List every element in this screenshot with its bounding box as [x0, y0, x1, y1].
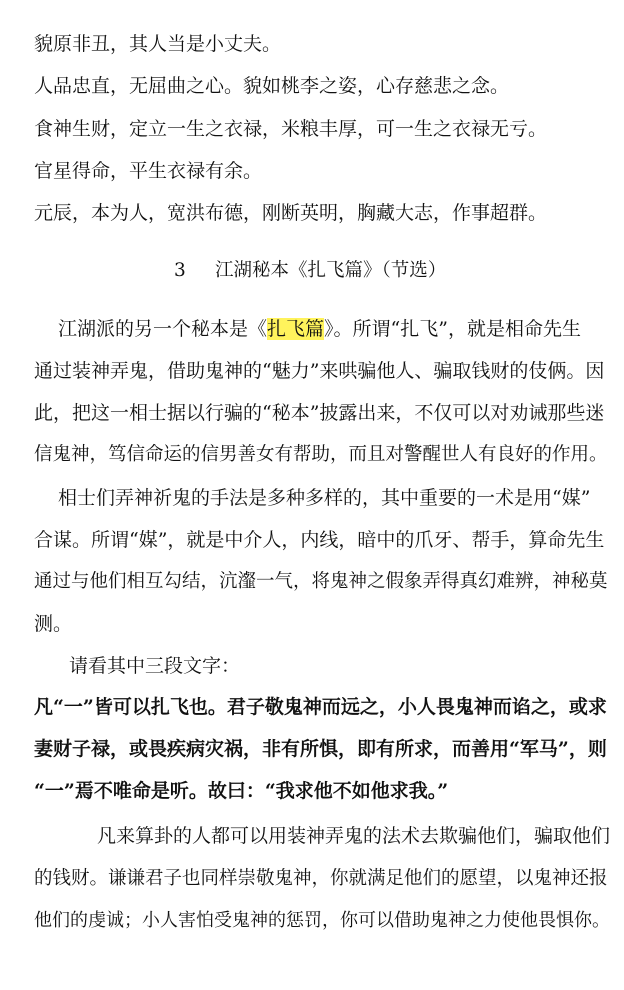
paragraph-line: 相士们弄神祈鬼的手法是多种多样的，其中重要的一术是用“媒”	[58, 487, 591, 509]
paragraph-line: 通过与他们相互勾结，沆瀣一气，将鬼神之假象弄得真幻难辨，神秘莫	[34, 571, 608, 592]
section-title: 江湖秘本《扎飞篇》（节选）	[215, 260, 447, 281]
section-number: 3	[174, 260, 186, 281]
quote-line: 妻财子禄，或畏疾病灾祸，非有所惧，即有所求，而善用“军马”，则	[34, 738, 607, 760]
intro-line: 人品忠直，无屈曲之心。貌如桃李之姿，心存慈悲之念。	[34, 75, 510, 97]
paragraph-line: 他们的虔诚；小人害怕受鬼神的惩罚，你可以借助鬼神之力使他畏惧你。	[34, 910, 610, 931]
intro-line: 官星得命，平生衣禄有余。	[34, 160, 263, 182]
quote-line: “一”焉不唯命是听。故曰：“我求他不如他求我。”	[34, 780, 449, 802]
highlighted-book-title: 扎飞篇	[267, 318, 325, 340]
text-segment: 》。所谓“扎飞”，就是相命先生	[324, 318, 581, 340]
quote-line: 凡“一”皆可以扎飞也。君子敬鬼神而远之，小人畏鬼神而谄之，或求	[34, 696, 607, 718]
paragraph-line: 测。	[34, 613, 73, 635]
paragraph-line: 信鬼神，笃信命运的信男善女有帮助，而且对警醒世人有良好的作用。	[34, 444, 608, 465]
paragraph-line: 凡来算卦的人都可以用装神弄鬼的法术去欺骗他们，骗取他们	[97, 825, 611, 847]
paragraph-line: 此，把这一相士据以行骗的“秘本”披露出来，不仅可以对劝诫那些迷	[34, 402, 605, 424]
intro-line: 貌原非丑，其人当是小丈夫。	[34, 33, 282, 55]
intro-line: 食神生财，定立一生之衣禄，米粮丰厚，可一生之衣禄无亏。	[34, 118, 548, 140]
paragraph-line: 通过装神弄鬼，借助鬼神的“魅力”来哄骗他人、骗取钱财的伎俩。因	[34, 360, 605, 382]
paragraph-line: 合谋。所谓“媒”，就是中介人，内线，暗中的爪牙、帮手，算命先生	[34, 529, 605, 551]
quote-intro: 请看其中三段文字：	[69, 655, 241, 677]
intro-line: 元辰，本为人，宽洪布德，刚断英明，胸藏大志，作事超群。	[34, 202, 548, 224]
paragraph-line: 的钱财。谦谦君子也同样崇敬鬼神，你就满足他们的愿望，以鬼神还报	[34, 868, 608, 889]
text-segment: 江湖派的另一个秘本是《	[58, 318, 268, 340]
paragraph-line	[58, 315, 581, 343]
